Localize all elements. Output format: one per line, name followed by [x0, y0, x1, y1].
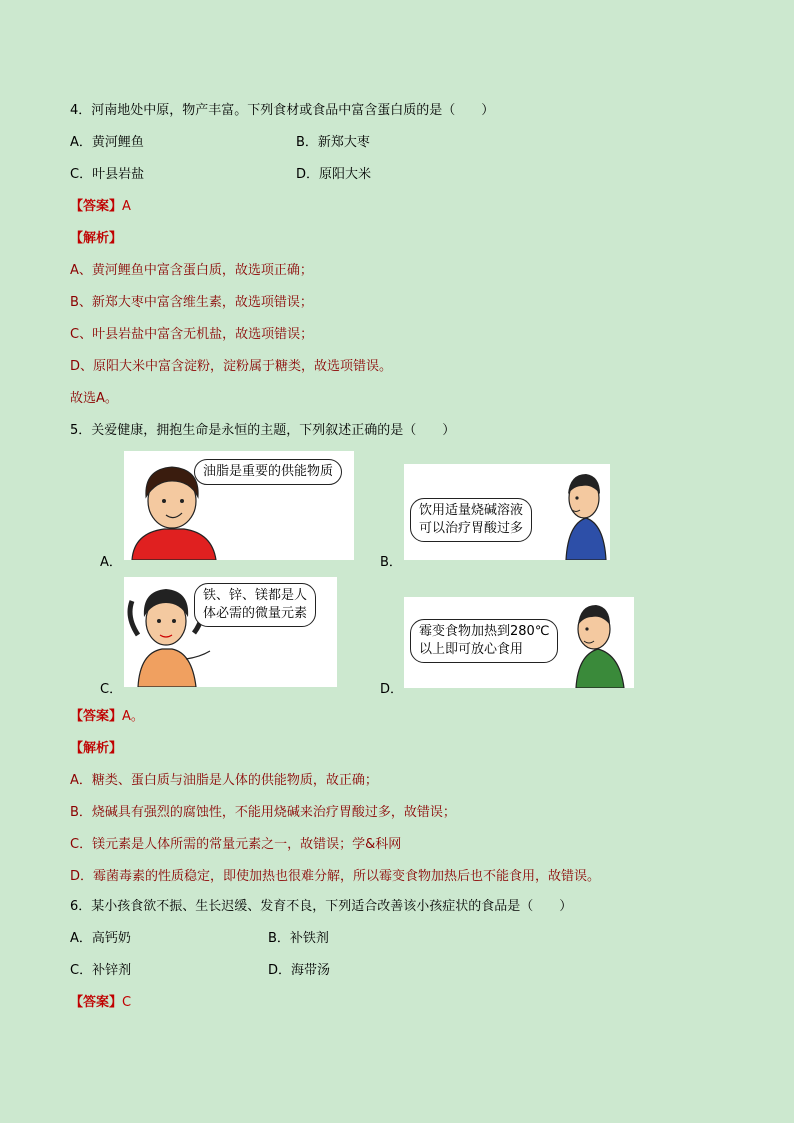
answer-tag: 【答案】 [70, 995, 123, 1010]
speech-line-1: 饮用适量烧碱溶液 [419, 503, 524, 518]
answer-value: A [122, 199, 131, 214]
q4-analysis-tag: 【解析】 [70, 231, 123, 246]
q5-answer [70, 708, 144, 726]
q4-option-a: A．黄河鲤鱼 [70, 135, 144, 150]
q5-option-d-panel [404, 597, 634, 688]
q6-stem: 6．某小孩食欲不振、生长迟缓、发育不良，下列适合改善该小孩症状的食品是（ ） [70, 899, 573, 914]
q4-analysis-b: B、新郑大枣中富含维生素，故选项错误； [70, 295, 313, 310]
q6-option-c: C．补锌剂 [70, 963, 132, 978]
q5-analysis-b: B．烧碱具有强烈的腐蚀性，不能用烧碱来治疗胃酸过多，故错误； [70, 805, 456, 820]
answer-value: C [122, 995, 132, 1010]
q5-analysis-tag: 【解析】 [70, 741, 123, 756]
speech-line-1: 铁、锌、镁都是人 [203, 588, 308, 603]
q6-answer [70, 994, 131, 1012]
q4-option-b: B．新郑大枣 [296, 135, 370, 150]
answer-tag: 【答案】 [70, 709, 123, 724]
q5-analysis-d: D．霉菌毒素的性质稳定，即使加热也很难分解，所以霉变食物加热后也不能食用，故错误。 [70, 869, 601, 884]
q5-option-c-label: C． [100, 682, 123, 697]
q4-conclusion: 故选A。 [70, 391, 118, 406]
q4-answer [70, 198, 131, 216]
q5-stem: 5．关爱健康，拥抱生命是永恒的主题，下列叙述正确的是（ ） [70, 423, 456, 438]
answer-tag: 【答案】 [70, 199, 123, 214]
q6-option-d: D．海带汤 [268, 963, 331, 978]
q4-analysis-a: A、黄河鲤鱼中富含蛋白质，故选项正确； [70, 263, 313, 278]
q5-option-c-panel [124, 577, 337, 687]
speech-line-2: 体必需的微量元素 [203, 606, 308, 621]
q5-option-d-speech [410, 619, 558, 663]
q4-analysis-d: D、原阳大米中富含淀粉，淀粉属于糖类，故选项错误。 [70, 359, 393, 374]
q6-option-a: A．高钙奶 [70, 931, 131, 946]
q5-option-b-label: B． [380, 555, 402, 570]
speech-line-2: 以上即可放心食用 [419, 642, 524, 657]
q5-analysis-a: A．糖类、蛋白质与油脂是人体的供能物质，故正确； [70, 773, 378, 788]
q5-option-a-speech [194, 459, 342, 485]
q5-option-a-panel [124, 451, 354, 560]
speech-line-1: 霉变食物加热到280℃ [419, 624, 550, 639]
q5-option-b-panel [404, 464, 610, 560]
q4-stem: 4．河南地处中原，物产丰富。下列食材或食品中富含蛋白质的是（ ） [70, 103, 495, 118]
q5-option-c-speech [194, 583, 316, 627]
q5-option-d-label: D． [380, 682, 404, 697]
speech-line-1: 油脂是重要的供能物质 [203, 464, 334, 479]
q4-option-c: C．叶县岩盐 [70, 167, 145, 182]
q5-analysis-c: C．镁元素是人体所需的常量元素之一，故错误；学&科网 [70, 837, 402, 852]
speech-line-2: 可以治疗胃酸过多 [419, 521, 524, 536]
answer-value: A。 [122, 709, 144, 724]
q4-analysis-c: C、叶县岩盐中富含无机盐，故选项错误； [70, 327, 314, 342]
q6-option-b: B．补铁剂 [268, 931, 329, 946]
q5-option-b-speech [410, 498, 532, 542]
q4-option-d: D．原阳大米 [296, 167, 372, 182]
q5-option-a-label: A． [100, 555, 122, 570]
